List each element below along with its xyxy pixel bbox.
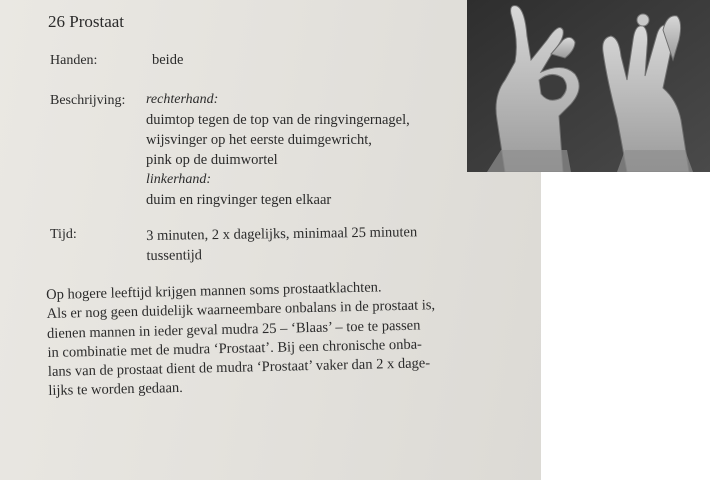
hands-mudra-photo	[467, 0, 710, 172]
left-hand-line-1: duim en ringvinger tegen elkaar	[146, 192, 332, 208]
paragraph-line-5: lans van de prostaat dient de mudra ‘Prostaat’ vaker dan 2 x dage-	[47, 355, 431, 381]
paragraph-line-6: lijks te worden gedaan.	[48, 380, 184, 400]
hands-illustration	[467, 0, 710, 172]
right-hand-line-3: pink op de duimwortel	[146, 152, 278, 168]
paragraph-line-2: Als er nog geen duidelijk waarneembare onbalans in de prostaat is,	[46, 297, 436, 323]
paragraph-line-3: dienen mannen in ieder geval mudra 25 – ‘Blaas’ – toe te passen	[46, 317, 421, 342]
right-hand-line-2: wijsvinger op het eerste duimgewricht,	[146, 132, 372, 148]
right-hand-label: rechterhand:	[146, 92, 219, 107]
time-line-1: 3 minuten, 2 x dagelijks, minimaal 25 minuten	[146, 224, 418, 244]
mudra-title: 26 Prostaat	[48, 12, 125, 31]
description-label: Beschrijving:	[50, 93, 126, 108]
time-label: Tijd:	[50, 227, 77, 242]
hands-value: beide	[152, 52, 184, 68]
time-line-2: tussentijd	[146, 247, 203, 264]
paragraph-line-1: Op hogere leeftijd krijgen mannen soms prostaatklachten.	[46, 279, 382, 303]
body-paragraph	[46, 277, 437, 402]
description-block	[146, 90, 410, 210]
hands-label: Handen:	[50, 53, 98, 68]
paragraph-line-4: in combinatie met de mudra ‘Prostaat’. Bij een chronische onba-	[47, 336, 423, 361]
time-block	[146, 222, 418, 266]
left-hand-label: linkerhand:	[146, 172, 212, 187]
right-hand-line-1: duimtop tegen de top van de ringvingernagel,	[146, 112, 410, 128]
